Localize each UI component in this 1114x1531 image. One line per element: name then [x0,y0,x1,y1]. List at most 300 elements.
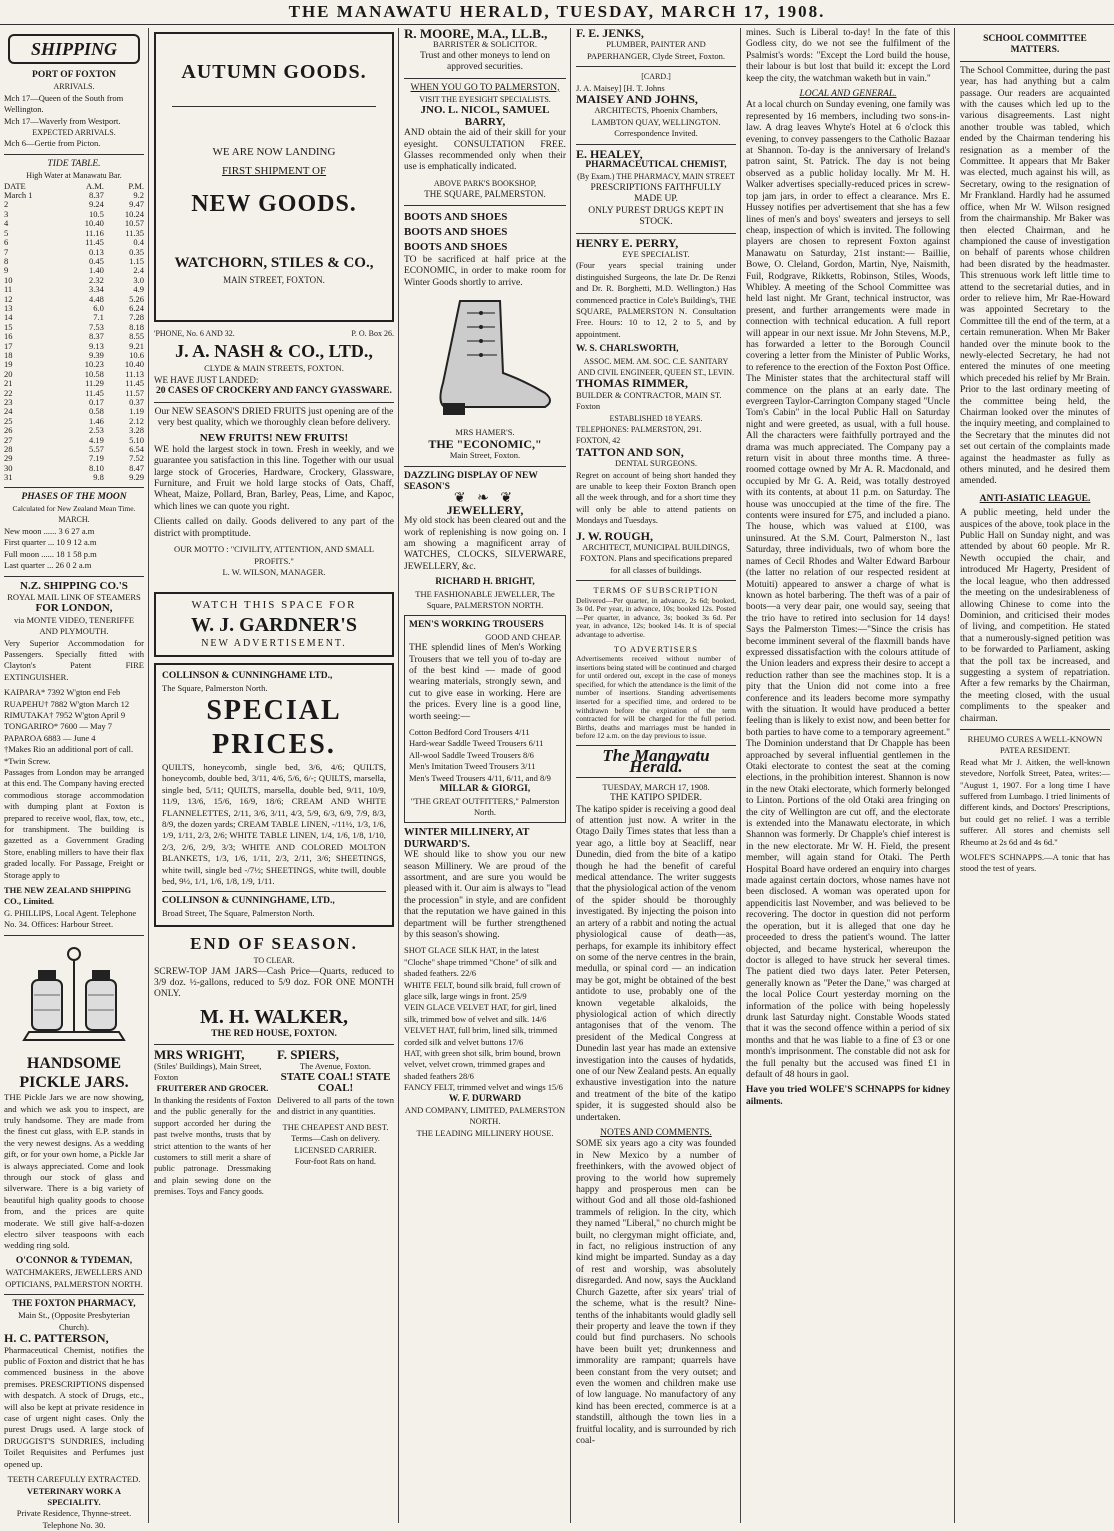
tide-cell: 25 [4,415,13,426]
prescriptions: PRESCRIPTIONS FAITHFULLY MADE UP. [590,182,722,205]
dazzling-heading: DAZZLING DISPLAY OF NEW SEASON'S [404,470,538,492]
tide-row [4,454,144,463]
nash-cases: 20 CASES OF CROCKERY AND FANCY GYASSWARE. [156,386,392,397]
nz-shipping-body-2: Passages from London may be arranged at this end. The Company having erected commodious storage accommodation with dumping plant at Foxton is prepared to receive wool, flax, tow, etc., for transhipment. The building is gazetted as a Government Grading Store, enabling millers to have their flax graded locally. For Passage, Freight or Storage apply to [4,767,144,880]
tide-cell: 24 [4,406,13,417]
perry-body: (Four years special training under distinguished Surgeons, the late Dr. De Renzi and Dr. R. Borghetti, M.D. Wellington.) Has commenced practice in Cole's Building's, THE SQUARE, PALMERSTON N. Consultation Free. Hours: 10 to 12, 2 to 5, and by appointment. [576,260,736,339]
square-palmerston: THE SQUARE, PALMERSTON. [424,189,546,200]
tide-cell: 1.40 [89,265,104,276]
tide-row [4,389,144,398]
tide-cell: 7.28 [129,312,144,323]
trousers-advert [404,615,566,823]
oconnor-sub: WATCHMAKERS, JEWELLERS AND OPTICIANS, PALMERSTON NORTH. [5,1267,143,1289]
issue-date: TUESDAY, MARCH 17, 1908. [602,781,710,792]
nz-shipping-sub: ROYAL MAIL LINK OF STEAMERS [7,591,141,602]
tide-cell: 16 [4,331,13,342]
patterson-body: Pharmaceutical Chemist, notifies the public of Foxton and district that he has commenced business in the above premises. PRESCRIPTIONS dispensed with despatch. A stock of Drugs, etc., will also be kept at private residence in case of urgent night cases. Only the purest Drugs used. A large stock of DRUGGIST'S SUNDRIES, including Toilet Requisites and Perfumes just opened up. [4,1344,144,1469]
tide-cell: 11.45 [85,237,104,248]
divider [576,580,736,581]
economic-heading: THE "ECONOMIC," [428,436,542,451]
tide-cell: 23 [4,397,13,407]
hamer: MRS HAMER'S. [455,427,515,438]
when-you-go: WHEN YOU GO TO PALMERSTON, [410,82,560,93]
spiers-heading: F. SPIERS, [277,1047,340,1063]
divider [4,1294,144,1295]
tide-cell: 11.16 [85,227,104,238]
new-goods-heading: NEW GOODS. [191,190,357,217]
to-clear: TO CLEAR. [253,956,295,966]
divider [960,61,1110,62]
arrivals-heading: ARRIVALS. [53,82,95,92]
winter-body: WE should like to show you our new season Millinery. We are proud of the assortment, and are sure you would be pleased with it. Our aim is always to "lead the procession" in style, and are confident that the reputation we have gained in this department will be further strengthened by this season's showing. [404,850,566,940]
oconnor-heading: O'CONNOR & TYDEMAN, [15,1255,133,1266]
tide-cell: 3.34 [89,284,104,295]
above-park: ABOVE PARK'S BOOKSHOP, [433,178,537,188]
eyesight-line: VISIT THE EYESIGHT SPECIALISTS. [419,95,551,105]
tide-row [4,407,144,416]
moore-sub: BARRISTER & SOLICITOR. [433,39,537,50]
tide-cell: 4.48 [89,293,104,304]
column-2 [150,28,398,1523]
advertisers-body: Advertisements received without number of insertions being stated will be continued and charged for until ordered out, except in the case of moneys specified, for which the attendance is the limit of the number of insertions. Standing advertisements inserted for a specified time, and ordered to be withdrawn before the expiration of the term contracted for will be charged for the full period. Births, deaths and marriages must be handed in before 12 a.m. on the day previous to issue. [576,654,736,741]
bottom-adverts-row [154,1049,394,1201]
divider [576,233,736,234]
expected-heading: EXPECTED ARRIVALS. [32,128,116,138]
rough-heading: J. W. ROUGH, [576,528,654,543]
nash-manager: L. W. WILSON, MANAGER. [222,566,326,577]
walker-sub: THE RED HOUSE, FOXTON. [211,1028,337,1039]
masthead: THE MANAWATU HERALD, TUESDAY, MARCH 17, 1908. [0,0,1114,25]
column-3 [400,28,570,1523]
tide-cell: 13 [4,302,13,313]
collinson-address-2: Broad Street, The Square, Palmerston North. [162,907,315,918]
tide-row [4,464,144,473]
healey-heading: E. HEALEY, [576,146,643,161]
nz-shipping-title: N.Z. SHIPPING CO.'S [20,579,128,592]
trouser-prices: Cotton Bedford Cord Trousers 4/11 Hard-wear Saddle Tweed Trousers 6/11 All-wool Saddle Tweed Trousers 8/6 Men's Imitation Tweed Trousers 3/11 Men's Tweed Trousers 4/11, 6/11, and 8/9 [409,727,551,783]
tide-cell: 20 [4,368,13,379]
column-4 [572,28,740,1523]
nash-address: CLYDE & MAIN STREETS, FOXTON. [204,363,344,374]
tide-cell: 4.19 [89,434,104,445]
tide-cell: 2.53 [89,425,104,436]
fruiterer: FRUITERER AND GROCER. [156,1083,269,1094]
divider [576,777,736,778]
tide-cell: 9.47 [129,199,144,210]
tide-cell: 0.35 [129,246,144,257]
tide-cell: 2.12 [129,415,144,426]
tide-cell: 6 [4,237,9,248]
column-rule [570,28,571,1523]
tide-cell: 10.57 [124,218,144,229]
wolfe-schnapps-line: Have you tried WOLFE'S SCHNAPPS for kidney ailments. [746,1085,950,1107]
tide-cell: 6.24 [129,302,144,313]
tide-cell: 0.17 [89,397,104,407]
tide-row [4,436,144,445]
moore-body: Trust and other moneys to lend on approved securities. [419,50,550,73]
perry-heading: HENRY E. PERRY, [576,235,679,250]
charlsworth-sub: ASSOC. MEM. AM. SOC. C.E. SANITARY AND CIVIL ENGINEER, QUEEN ST., LEVIN. [577,356,735,377]
tide-heading: TIDE TABLE. [47,158,101,169]
landing-line: WE ARE NOW LANDING [212,146,336,158]
maisey-sub: ARCHITECTS, Phoenix Chambers, LAMBTON QUAY, WELLINGTON. Correspondence Invited. [591,105,721,139]
tide-row [4,398,144,407]
tide-cell: 4.9 [133,284,144,295]
tide-cell: 6.54 [129,444,144,455]
rats: Four-foot Rats on hand. [294,1155,377,1166]
liberal-continued: mines. Such is Liberal to-day! In the fate of this Godless city, do we not see the fulfilment of the Psalmist's words: "Except the Lord build the house, their labour is but lost that build it: except the Lord keep the city, the watchman waketh but in vain." [746,28,950,84]
mens-body: THE splendid lines of Men's Working Trousers that we tell you of to-day are of the best kind — made of good wearing materials, strongly sewn, and cut to give ease in working. Here are the prices. Every line is a good line, worth seeing:— [409,643,561,722]
divider [162,891,386,892]
tide-cell: 0.4 [133,237,144,248]
screw-top-body: SCREW-TOP JAM JARS—Cash Price—Quarts, reduced to 3/9 doz. ½-gallons, reduced to 5/9 doz. FOR ONE MONTH ONLY. [154,966,394,1000]
spiers-body: Delivered to all parts of the town and district in any quantities. [277,1094,394,1117]
expected-text: Mch 6—Gertie from Picton. [4,138,101,149]
tide-cell: 17 [4,340,13,351]
boot-illustration [404,293,566,423]
tide-column-header: P.M. [128,180,144,191]
charlsworth-heading: W. S. CHARLSWORTH, [576,344,679,355]
tide-cell: 26 [4,425,13,436]
divider [4,935,144,936]
watchorn-address: MAIN STREET, FOXTON. [223,275,325,286]
nz-shipping-steamers: KAIPARA* 7392 W'gton end Feb RUAPEHU† 7882 W'gton March 12 RIMUTAKA† 7952 W'gton April 9 TONGARIRO* 7600 — May 7 PAPAROA 6883 — June 4 †Makes Rio an additional port of call. *Twin Screw. [4,687,134,766]
leading-millinery: THE LEADING MILLINERY HOUSE. [416,1127,554,1138]
nicol-heading: JNO. L. NICOL, SAMUEL BARRY, [420,104,550,128]
bright-sub: THE FASHIONABLE JEWELLER, The Square, PALMERSTON NORTH. [415,588,555,610]
tide-cell: 15 [4,321,13,332]
nz-shipping-company: THE NEW ZEALAND SHIPPING CO., Limited. [4,885,132,907]
column-rule [398,28,399,1523]
patterson-heading: H. C. PATTERSON, [4,1331,109,1346]
divider [960,729,1110,730]
watchorn-advert [154,32,394,322]
good-cheap: GOOD AND CHEAP. [485,631,561,642]
tide-cell: 10.5 [89,208,104,219]
maisey-heading: MAISEY AND JOHNS, [576,92,698,107]
column-6 [956,28,1114,1523]
tide-cell: 2.4 [133,265,144,276]
anti-asiatic-body: A public meeting, held under the auspices of the above, took place in the Public Hall on Sunday night, and was attended by about 60 people. Mr R. Newth occupied the chair, and introduced Mr Hagerty, President of the local league, who then addressed the meeting on the undesirableness of allowing Chinese to come into the Dominion, and criticised their modes of living, and competition. He stated that a numerously-signed petition was to be forwarded to Parliament, asking that the poll tax be increased, and suggesting a system of repatriation. After a few remarks by the Chairman, the meeting closed, with the usual compliments to the speaker and chairman. [960,508,1110,724]
tide-cell: 4 [4,218,9,229]
tide-cell: 9.21 [129,340,144,351]
tide-cell: 2.32 [89,274,104,285]
tide-cell: March 1 [4,190,33,201]
advertisers-heading: TO ADVERTISERS [614,643,698,654]
tide-cell: 7.52 [129,453,144,464]
terms: Terms—Cash on delivery. [291,1133,380,1144]
nicol-body: AND obtain the aid of their skill for your eyesight. CONSULTATION FREE. Glasses recommended only when their use is emphatically indicated. [404,128,566,173]
nash-dried-fruits: Our NEW SEASON'S DRIED FRUITS just opening are of the very best quality, which we thoroughly clean before delivery. [154,406,394,429]
rimmer-est: ESTABLISHED 18 YEARS. [609,413,703,423]
tide-cell: 11 [4,284,13,295]
watch-space: WATCH THIS SPACE FOR [191,599,357,612]
tide-cell: 0.45 [89,255,104,266]
tide-cell: 11.57 [125,387,144,398]
tatton-body: Regret on account of being short handed they are unable to keep their Foxton Branch open all the week through, and for a short time they will only be able to attend patients on Mondays and Tuesdays. [576,469,736,526]
tide-cell: 9 [4,265,9,276]
tide-row [4,229,144,238]
tide-cell: 18 [4,349,13,360]
nash-clients: Clients called on daily. Goods delivered to any part of the district with promptitude. [154,517,394,539]
tide-cell: 10.40 [84,218,104,229]
gardner-advert [154,592,394,657]
tide-column-header: DATE [4,180,26,191]
tide-cell: 9.13 [89,340,104,351]
nz-shipping-body: Very Superior Accommodation for Passengers. Specially fitted with Clayton's Patent FIRE EXTINGUISHER. [4,637,144,682]
notes-body: SOME six years ago a city was founded in New Mexico by a number of freethinkers, with the avowed object of proving to the world how supremely happy and prosperous men can be without God and all those old-fashioned trammels of religion. In the city, which they named "Liberal," no church might be built, no clergyman might officiate, and, in fact, no religious instruction of any kind might be imparted. Sunday as a day of rest and worship, was absolutely disregarded. And now, says the Auckland Church Gazette, after six years' trial of the scheme, what is the result? Nine-tenths of the inhabitants would gladly sell their property and leave the town if they could but find purchasers. No schools have been built yet; drunkenness and immorality are rampant; quarrels have been constant from the very outset; and even the women and children make use of low language. No manufactory of any kind has been erected, commerce is at a standstill, although the town lies in a fruitful locality, and is surrounded by rich coal- [576,1139,736,1446]
notes-heading: NOTES AND COMMENTS. [600,1128,712,1138]
tide-cell: 9.24 [89,199,104,210]
tide-row [4,313,144,322]
tide-cell: 11.29 [85,378,104,389]
rheumo-heading: RHEUMO CURES A WELL-KNOWN PATEA RESIDENT. [967,733,1103,756]
divider [404,205,566,206]
collinson-heading: COLLINSON & CUNNINGHAME LTD., [162,671,333,682]
divider [172,106,376,107]
millar-heading: MILLAR & GIORGI, [439,784,531,795]
herald-nameplate: The Manawatu Herald. [602,746,710,777]
tide-cell: 14 [4,312,13,323]
tide-row [4,445,144,454]
watchorn-name: WATCHORN, STILES & CO., [174,254,374,271]
tide-row [4,351,144,360]
nash-box: P. O. Box 26. [351,329,394,338]
tide-row [4,219,144,228]
tide-cell: 8.10 [89,462,104,473]
economic-address: Main Street, Foxton. [449,450,521,461]
tatton-heading: TATTON AND SON, [576,444,684,459]
collinson-advert [154,663,394,927]
tide-cell: 10.24 [124,208,144,219]
tide-cell: 27 [4,434,13,445]
chemist-line: PHARMACEUTICAL CHEMIST, [585,160,727,171]
tatton-sub: DENTAL SURGEONS. [614,458,698,469]
tide-cell: 0.13 [89,246,104,257]
durward-heading: W. F. DURWARD [448,1093,522,1104]
column-5 [742,28,954,1523]
pharmacy-heading: THE FOXTON PHARMACY, [12,1299,136,1309]
collinson-heading-2: COLLINSON & CUNNINGHAME, LTD., [162,896,335,907]
tide-row [4,276,144,285]
tide-row [4,473,144,482]
tide-row [4,323,144,332]
nz-shipping-agent: G. PHILLIPS, Local Agent. Telephone No. 34. Offices: Harbour Street. [4,907,137,930]
jewellery-heading: JEWELLERY, [446,502,524,517]
terms-body: Delivered—Per quarter, in advance, 2s 6d; booked, 3s 0d. Per year, in advance, 10s; booked 12s. Posted—Per quarter, in advance, 3s; booked 3s 6d. Per year, in advance, 12s; booked 14s. It is of special advantage to advertise. [576,595,736,640]
spiers-sub: The Avenue, Foxton. [299,1060,372,1071]
tide-table [4,182,144,483]
rheumo-body: Read what Mr J. Aitken, the well-known stevedore, Norfolk Street, Patea, writes:— "August 1, 1907. For a long time I have suffered from Lumbago. I tried liniments of different kinds, and Doctors' Prescriptions, but could get no relief. I was a terrible sufferer. All stores and chemists sell Rheumo at 2s 6d and 4s 6d." [960,756,1110,847]
nash-new-fruits: NEW FRUITS! NEW FRUITS! [199,432,349,445]
tide-cell: 11.45 [85,387,104,398]
maisey-names: J. A. Maisey] [H. T. Johns [576,82,665,93]
first-shipment-line: FIRST SHIPMENT OF [221,165,327,178]
tide-row [4,210,144,219]
rimmer-sub: BUILDER & CONTRACTOR, MAIN ST. Foxton [576,389,722,412]
moon-subheading: Calculated for New Zealand Mean Time. [12,504,136,514]
tide-cell: 10.58 [84,368,104,379]
tide-cell: 10.23 [84,359,104,370]
special-prices-heading: SPECIAL PRICES. [206,694,342,760]
collinson-address: The Square, Palmerston North. [162,682,268,693]
tide-column-header: A.M. [85,180,104,191]
boots-heading: BOOTS AND SHOES BOOTS AND SHOES BOOTS AND SHOES [404,210,508,253]
tide-row [4,426,144,435]
nash-landed: WE HAVE JUST LANDED: [154,374,259,385]
port-heading: PORT OF FOXTON [32,70,116,80]
moon-month: MARCH. [58,515,90,525]
tide-cell: 1.19 [129,406,144,417]
column-rule [740,28,741,1523]
divider [576,66,736,67]
tide-cell: 8.47 [129,462,144,473]
tide-cell: 10.40 [124,359,144,370]
ornament-icon: ❦ ❧ ❦ [453,491,517,507]
divider [4,576,144,577]
special-prices-body: QUILTS, honeycomb, single bed, 3/6, 4/6; QUILTS, honeycomb, double bed, 3/11, 4/6, 5/6, 6/-; QUILTS, marsella, single bed, 5/11; QUILTS, marsella, double bed, 9/11, 10/9, 11/9, 13/6, 15/6, 16/9, 18/6; CREAM AND WHITE FLANNELETTES, 2/11, 3/6, 3/11, 4/3, 5/9, 6/3, 6/9, 7/9, 8/3, 8/9, the dozen yards; CREAM TABLE LINEN, -/11½, 1/3, 1/6, 1/9, 1/11, 2/3, 2/6; WHITE TABLE LINEN, 1/4, 1/6, 1/8, 1/10, 2/3, 2/6, 2/9, 3/3; WHITE AND COLORED MOLTON BLANKETS, 1/3, 1/6, 1/11, 2/3, 2/11, 3/6; SHEETINGS, white twill, single bed -/7½; SHEETINGS, white twill, double bed, 9½, 1/1, 1/6, 1/8, 1/9, 1/11. [162,761,386,886]
tide-row [4,266,144,275]
perry-sub: EYE SPECIALIST. [622,248,690,259]
tide-cell: 3 [4,208,9,219]
divider [404,466,566,467]
rimmer-heading: THOMAS RIMMER, [576,376,688,391]
rough-sub: ARCHITECT, MUNICIPAL BUILDINGS, FOXTON. Plans and specifications prepared for all classes of buildings. [579,542,733,575]
wright-heading: MRS WRIGHT, [154,1047,245,1063]
tide-row [4,257,144,266]
tide-cell: 7 [4,246,9,257]
bright-heading: RICHARD H. BRIGHT, [435,577,535,588]
school-committee-body: The School Committee, during the past year, has had anything but a calm passage. Our readers are acquainted with the causes which led up to the various disagreements. Last night another trouble was tabled, which ended by the Chairman tendering his resignation as a member of the Committee. It appears that Mr Baker was elected, much against his will, as Secretary, owing to the resignation of Mr Frankland. Hardly had he assumed office, when Mr W. Wilson resigned from the chairmanship. Mr Baker was then elected Chairman, and he championed the cause of investigation on behalf of parents whose children had been disrated by the headmaster. This strenuous work left little time to attend to the secretarial duties, and in order to relieve him, Mr Rae-Howard was appointed Secretary to the Committee till the end of the term, at a certain remuneration. When Mr Baker handed over the minute book to the newly-elected Secretary, he had not entered the minutes of one meeting which preceded his relief by Mr Brain. Prior to the last ordinary meeting of the committee being held, the Chairman looked over the minutes of the inquiry meeting, and complained to the Secretary that the minutes did not set out certain of the complaints made against the headmaster as fully as others minuted, and he desired them amended. [960,65,1110,487]
tide-cell: 10.6 [129,349,144,360]
katipo-body: The katipo spider is receiving a good deal of attention just now. A writer in the Otago Daily Times states that less than a year ago, a little boy at Seacliff, near Dunedin, died from the bite of a katipo though he had the benefit of careful medical attendance. The writer suggests that the physiological action of the venom of the spider should be thoroughly investigated. By injecting the poison into an artery of a rabbit and noting the actual physiological cause of death—as, perhaps, for example its inhibitory effect on some of the nerve centres in the brain, medulla, or spinal cord — an indication may be got, might be obtained of the best antidote to use, probably one of the known vegetable alkaloids, the physiological action of which directly antagonises that of the venom. The president of the Medical Congress at Dunedin last year has made an extensive investigation into the causes of hydatids, one of our New Zealand pests. An equally exhaustive investigation into the nature and treatment of the bite of the katipo spider, it is suggested should also be undertaken. [576,804,736,1123]
vet-line: VETERINARY WORK A SPECIALITY. [26,1485,122,1507]
tide-cell: 9.8 [93,472,104,483]
moon-table: New moon ...... 3 6 27 a.m First quarter ... 10 9 12 a.m Full moon ...... 18 1 58 p.m Last quarter ... 26 0 2 a.m [4,525,97,571]
local-general-body: At a local church on Sunday evening, one family was represented by 16 members, including two sons-in-law. A drag leaves Whyte's Hotel at 6 o'clock this evening, to convey passengers to the Catholic Bazaar at Shannon. To-day is the anniversary of Ireland's patron saint, St. Patrick. The day is not being observed as a public holiday locally. Mr M. H. Walker advertises specially-reduced prices in screw-top jam jars, in order to effect a clearance. Mrs E. Hussey notifies per advertisement that she has a few lines of men's and boys' sweaters and jerseys to sell cheap, inspection of which is invited. The following players are chosen to represent Foxton against Manawatu on Saturday, 21st instant:— Baillie, Bowe, O. Cleland, Gordon, Martin, Nye, Naismith, Fuil, Rodgrave, Rikketts, Robinson, Stiles, Woods, Whibley. A meeting of the School Committee was held last night. Mr Grant, technical instructor, was present, and further arrangements were made in connection with technical education. A full report will appear in our next issue. Mr John Stevens, M.P., has forwarded a letter to the Borough Council covering a letter from the Minister of Public Works, to reference to the erection of the Foxton Post Office. The Minister states that the architectural staff will commence on the plans at an early date. The evergreen Taylor-Carrington Company staged "Uncle Tom's Cabin" in the local Public Hall on Saturday night and were greeted, as usual, with a full house. All the characters were faithfully portrayed and the drama was much appreciated. The Company pay a return visit in about three months time. A three-roomed cottage owned by Mr A. R. Macdonald, and occupied by Mr G. A. Reid, was totally destroyed with its contents, at about 11 p.m. on Saturday. The house was unoccupied at the time of the fire. The contents were insured for £75, and included a piano. The house, which was valued at £100, was uninsured. At the S.M. Court, Palmerston N., last Saturday, three individuals, two of whom bore the names of Cecil Rhodes and Walter Edward Barbour (the latter no relation of our respected resident at Motuiti) appeared to answer a charge of what is known as hotel barbering. The theft was of a pair of boots—a very dear pair, one would say, seeing that the trio have to retired into seclusion for 14 days! Says the Palmerston Times:—"Since the crisis has become imminent several of the flaxmill bands have expressed dissatisfaction with the colours attitude of the Union leaders and express their desire to accept a reduction rather than see the machines stop. It is a pity that the Union did not come into a free conference and its leaders become more sympathy with the situation. It would have produced a better feeling than is likely to exist now, and been better for both parties to have come to a temporary agreement." The Dominion understand that Dr Chapple has been approached by several influential gentlemen in the Otaki electorate to contest the seat at the coming elections, in the prohibition interest. Shannon is now in the new Otaki electorate, which formerly belonged to Linton. Portions of the old Otaki area fringing on the city of Wellington are cut off, and the electorate is extended into the Manawatu electorate, in which Shannon was formerly. Dr Chapple's chief interest is in the new electorate. Mr W. H. Field, the present member, will again stand for Otaki. The Perth Hospital Board have ordered an enquiry into charges made against certain doctors, whose names have not been disclosed. A woman was operated upon for appendicitis last November, and was believed to be recovering. The doctor in question did not perform the operation, but it is alleged that one day he proceeded to dress the patient's wound. The latter objected, and became hysterical, whereupon the doctor is alleged to have struck her several times. The patient died two days later. Peter Petersen, generally known as "Peter the Dane," was charged at the local Police Court yesterday morning on the information of the police with being hopelessly drunk last Saturday night. Constable Woods stated that it was the second offence within a period of six months and that he was liable to a fine of £3 or one month's imprisonment. The constable did not ask for the full penalty but the accused was fined £1 in default of 48 hours in gaol. [746,100,950,1080]
tide-cell: 7.19 [89,453,104,464]
tide-cell: 0.58 [89,406,104,417]
tide-cell: 5.10 [129,434,144,445]
gardner-sub: NEW ADVERTISEMENT. [201,637,347,649]
school-committee-heading: SCHOOL COMMITTEE MATTERS. [983,34,1087,56]
local-general-heading: LOCAL AND GENERAL. [799,89,897,100]
walker-heading: M. H. WALKER, [200,1005,348,1028]
divider [404,78,566,79]
pharmacy-address: Main St., (Opposite Presbyterian Church). [18,1310,130,1332]
gardner-name: W. J. GARDNER'S [191,613,357,636]
tide-cell: 8.18 [129,321,144,332]
column-1 [0,28,148,1530]
tide-subheading: High Water at Manawatu Bar. [26,171,122,181]
tide-cell: 6.0 [93,302,104,313]
column-rule [148,28,149,1523]
tide-cell: 11.45 [125,378,144,389]
tide-row [4,379,144,388]
spiers-advert [277,1049,394,1201]
tide-row [4,360,144,369]
tide-cell: 8.37 [89,190,104,201]
tide-cell: 8.55 [129,331,144,342]
private-residence: Private Residence, Thynne-street. Telephone No. 30. [16,1508,132,1530]
tide-cell: 31 [4,472,13,483]
column-rule [954,28,955,1523]
tide-cell: 3.0 [133,274,144,285]
tide-cell: 7.1 [93,312,104,323]
tide-cell: 22 [4,387,13,398]
jenks-sub: PLUMBER, PAINTER AND PAPERHANGER, Clyde Street, Foxton. [586,39,726,61]
tide-row [4,191,144,200]
wright-body: In thanking the residents of Foxton and the public generally for the support accorded her during the past twelve months, trusts that by strict attention to the wants of her customers to still merit a share of public patronage. Dressmaking and plain sewing done on the premises. Toys and Fancy goods. [154,1095,271,1197]
durward-sub: AND COMPANY, LIMITED, PALMERSTON NORTH. [404,1105,566,1127]
mens-heading: MEN'S WORKING TROUSERS [409,620,544,631]
nz-shipping-for: FOR LONDON, [35,602,113,615]
tide-cell: 8 [4,255,9,266]
licensed: LICENSED CARRIER. [294,1144,377,1155]
tide-row [4,304,144,313]
katipo-heading: THE KATIPO SPIDER. [609,793,703,804]
cheapest: THE CHEAPEST AND BEST. [282,1121,389,1132]
terms-heading: TERMS OF SUBSCRIPTION [593,585,719,596]
state-coal: STATE COAL! STATE COAL! [280,1071,391,1095]
autumn-goods-heading: AUTUMN GOODS. [181,61,367,83]
tide-row [4,370,144,379]
nash-motto: OUR MOTTO : "CIVILITY, ATTENTION, AND SMALL PROFITS." [173,544,375,566]
tide-cell: 8.37 [89,331,104,342]
tide-row [4,332,144,341]
healey-sub: (By Exam.) THE PHARMACY, MAIN STREET [577,172,735,182]
divider [154,402,394,403]
nash-heading: J. A. NASH & CO., LTD., [175,341,373,362]
tide-cell: 7.53 [89,321,104,332]
tide-row [4,248,144,257]
tide-row [4,285,144,294]
jewellery-body: My old stock has been cleared out and the work of replenishing is now going on. I am showing a magnificent array of WATCHES, CLOCKS, SILVERWARE, JEWELLERY, &c. [404,516,566,572]
anti-asiatic-heading: ANTI-ASIATIC LEAGUE. [979,493,1091,504]
rimmer-tel: TELEPHONES: PALMERSTON, 291. FOXTON, 42 [576,425,702,446]
tide-cell: 29 [4,453,13,464]
millar-sub: "THE GREAT OUTFITTERS," Palmerston North. [410,795,560,817]
tide-cell: 28 [4,444,13,455]
winter-heading: WINTER MILLINERY, AT DURWARD'S. [404,827,530,850]
wright-advert [154,1049,271,1201]
teeth-line: TEETH CAREFULLY EXTRACTED. [7,1474,141,1485]
tide-cell: 5.26 [129,293,144,304]
shipping-logo: SHIPPING [8,34,140,64]
divider [4,487,144,488]
moon-heading: PHASES OF THE MOON [21,491,127,502]
arrivals-text: Mch 17—Queen of the South from Wellington. Mch 17—Waverly from Westport. [4,92,124,126]
nash-phone: 'PHONE, No. 6 AND 32. [154,329,235,338]
tide-cell: 11.35 [125,227,144,238]
tide-cell: 19 [4,359,13,370]
tide-cell: 11.13 [125,368,144,379]
boots-body: TO be sacrificed at half price at the ECONOMIC, in order to make room for Winter Goods shortly to arrive. [404,254,566,288]
tide-cell: 5 [4,227,9,238]
tide-cell: 3.28 [129,425,144,436]
tide-cell: 2 [4,199,9,210]
wright-sub: (Stiles' Buildings), Main Street, Foxton [154,1060,262,1083]
jenks-heading: F. E. JENKS, [576,26,644,40]
tide-cell: 1.46 [89,415,104,426]
nash-phone-row [154,328,394,339]
tide-cell: 10 [4,274,13,285]
end-of-season-heading: END OF SEASON. [190,934,358,954]
tide-cell: 9.39 [89,349,104,360]
card-label: [CARD.] [641,72,671,82]
pickle-jars-illustration [4,940,144,1050]
tide-cell: 9.29 [129,472,144,483]
